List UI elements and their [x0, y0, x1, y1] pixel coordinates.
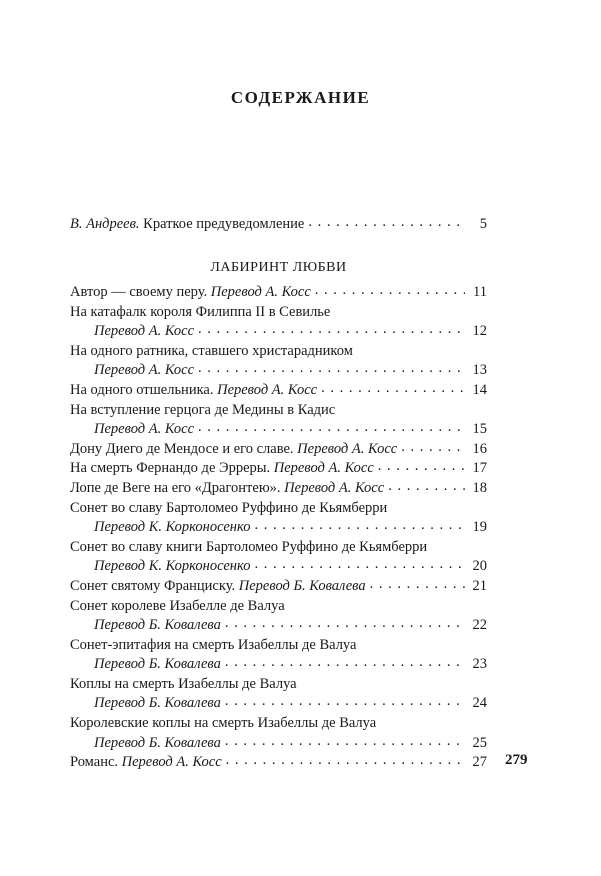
entry-author: В. Андреев. [70, 216, 140, 232]
folio-page-number: 279 [505, 752, 528, 768]
toc-line [70, 214, 487, 235]
page-number: 14 [472, 381, 487, 398]
entry-title: Сонет во славу Бартоломео Руффино де Кьямберри [70, 499, 388, 516]
dot-leader [321, 379, 465, 399]
page-title: СОДЕРЖАНИЕ [230, 88, 371, 107]
toc-entry-text [70, 283, 311, 303]
toc-line [70, 577, 487, 597]
dot-leader [225, 614, 465, 634]
toc-line [70, 479, 487, 499]
toc-entry[interactable] [70, 597, 487, 636]
dot-leader [198, 359, 465, 379]
toc-line [70, 753, 487, 773]
entry-title: Сонет королеве Изабелле де Валуа [70, 597, 285, 614]
dot-leader [370, 575, 465, 595]
page-number: 16 [472, 440, 487, 457]
entry-title: Коплы на смерть Изабеллы де Валуа [70, 675, 297, 692]
toc-line [70, 283, 487, 303]
page-number: 22 [472, 617, 487, 634]
section-heading: ЛАБИРИНТ ЛЮБВИ [210, 260, 347, 275]
toc-entry[interactable] [70, 303, 487, 342]
page-number: 13 [472, 362, 487, 379]
toc-entry[interactable] [70, 283, 487, 303]
dot-leader [225, 692, 465, 712]
toc-entry[interactable] [70, 499, 487, 538]
entry-translator: Перевод А. Косс [284, 479, 385, 496]
page-number: 27 [472, 754, 487, 771]
toc-entry[interactable] [70, 636, 487, 675]
toc-entry[interactable] [70, 381, 487, 401]
entry-translator: Перевод А. Косс [273, 460, 374, 477]
dot-leader [308, 212, 465, 233]
toc-entry-text [70, 440, 397, 460]
toc-entry-text [70, 214, 304, 235]
toc-entry[interactable] [70, 675, 487, 714]
entry-title: Дону Диего де Мендосе и его славе. [70, 440, 294, 457]
page-number: 5 [479, 216, 487, 232]
entry-translator: Перевод Б. Ковалева [238, 577, 366, 594]
page-number: 12 [472, 323, 487, 340]
dot-leader [254, 555, 465, 575]
entry-title: На смерть Фернандо де Эрреры. [70, 460, 271, 477]
dot-leader [254, 516, 465, 536]
toc-entry[interactable] [70, 753, 487, 773]
toc-entry-text [70, 577, 366, 597]
dot-leader [225, 732, 465, 752]
entry-translator: Перевод А. Косс [217, 381, 318, 398]
toc-entry-text [70, 479, 384, 499]
dot-leader [226, 751, 465, 771]
entry-title: Сонет во славу книги Бартоломео Руффино де Кьямберри [70, 538, 428, 555]
toc-list [70, 283, 487, 773]
toc-entry[interactable] [70, 538, 487, 577]
page-number: 19 [472, 519, 487, 536]
page-number: 23 [472, 656, 487, 673]
page-number: 17 [472, 460, 487, 477]
entry-translator: Перевод Б. Ковалева [94, 656, 221, 673]
dot-leader [401, 438, 465, 458]
toc-entry-text [70, 753, 222, 773]
entry-translator: Перевод А. Косс [94, 362, 195, 379]
toc-line [70, 518, 487, 538]
dot-leader [198, 418, 465, 438]
toc-entry-text [70, 459, 374, 479]
entry-title: Сонет святому Франциску. [70, 577, 236, 594]
toc-entry[interactable] [70, 479, 487, 499]
page-number: 24 [472, 695, 487, 712]
dot-leader [315, 281, 465, 301]
entry-title: Краткое предуведомление [143, 216, 305, 232]
toc-intro-entry[interactable] [70, 214, 487, 235]
page-number: 21 [472, 577, 487, 594]
entry-title: Автор — своему перу. [70, 284, 208, 300]
entry-translator: Перевод Б. Ковалева [94, 617, 221, 634]
entry-translator: Перевод А. Косс [94, 323, 195, 340]
entry-title: Королевские коплы на смерть Изабеллы де Валуа [70, 715, 377, 732]
toc-line [70, 381, 487, 401]
toc-line [70, 616, 487, 636]
page-number: 20 [472, 558, 487, 575]
page-number: 15 [472, 421, 487, 438]
entry-translator: Перевод А. Косс [94, 421, 195, 438]
entry-title: Романс. [70, 754, 119, 771]
entry-title: На катафалк короля Филиппа II в Севилье [70, 303, 331, 320]
entry-translator: Перевод А. Косс [297, 440, 398, 457]
entry-translator: Перевод К. Корконосенко [94, 519, 251, 536]
page-number: 18 [472, 479, 487, 496]
entry-title: Лопе де Веге на его «Драгонтею». [70, 479, 281, 496]
entry-translator: Перевод Б. Ковалева [94, 734, 221, 751]
entry-translator: Перевод Б. Ковалева [94, 695, 221, 712]
dot-leader [378, 457, 465, 477]
entry-translator: Перевод А. Косс [210, 284, 311, 300]
entry-title: Сонет-эпитафия на смерть Изабеллы де Валуа [70, 636, 357, 653]
toc-entry-text [70, 381, 317, 401]
entry-title: На одного отшельника. [70, 381, 214, 398]
dot-leader [388, 477, 465, 497]
toc-line [70, 655, 487, 675]
entry-translator: Перевод А. Косс [121, 754, 222, 771]
page-number: 11 [473, 284, 487, 300]
entry-title: На вступление герцога де Медины в Кадис [70, 401, 336, 418]
dot-leader [198, 320, 465, 340]
toc-line [70, 694, 487, 714]
toc-entry[interactable] [70, 342, 487, 381]
entry-translator: Перевод К. Корконосенко [94, 558, 251, 575]
toc-line [70, 322, 487, 342]
page-number: 25 [472, 734, 487, 751]
toc-entry[interactable] [70, 714, 487, 753]
toc-entry[interactable] [70, 577, 487, 597]
entry-title: На одного ратника, ставшего христарадником [70, 342, 353, 359]
dot-leader [225, 653, 465, 673]
toc-entry[interactable] [70, 401, 487, 440]
